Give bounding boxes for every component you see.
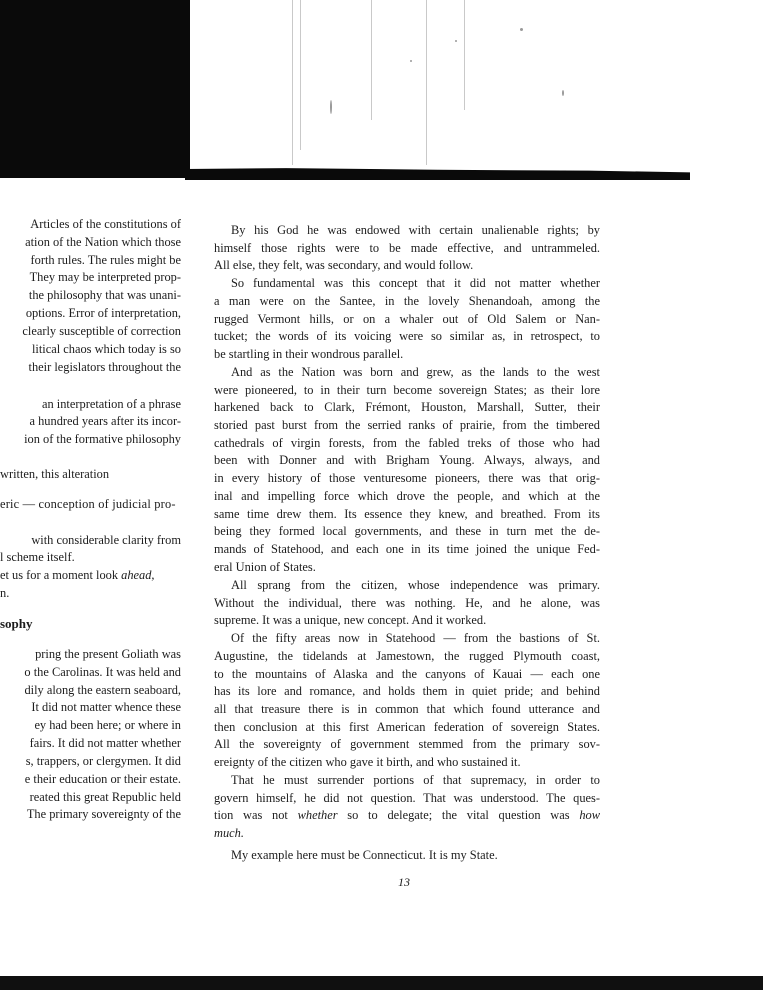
scan-artifact-line [300,0,301,150]
body-line: all that treasure there is in common that which found utterance and [214,702,600,716]
left-line: s, trappers, or clergymen. It did [25,754,181,768]
scan-speck [562,90,564,96]
body-line: were pioneered, to in their turn become sovereign States; as their lore [214,382,600,397]
body-line: Augustine, the tidelands at Jamestown, the rugged Plymouth coast, [214,649,600,663]
scan-bottom-edge [0,976,763,990]
body-line: That he must surrender portions of that supremacy, in order to [231,773,600,787]
left-line: ion of the formative philosophy [24,432,181,446]
scan-top-area [0,0,763,190]
left-line: The primary sovereignty of the [26,807,181,821]
scan-speck [455,40,457,42]
body-line: So fundamental was this concept that it did not matter whether [231,276,600,290]
left-line: fairs. It did not matter whether [29,736,181,750]
body-line: All else, they felt, was secondary, and would follow. [214,258,474,272]
section-heading-fragment: sophy [0,616,33,631]
left-line: Articles of the constitutions of [30,217,181,231]
scan-artifact-line [426,0,427,165]
left-line: with considerable clarity from [31,533,181,547]
emphasis-whether: whether [297,808,338,822]
left-line: written, this alteration [0,467,110,481]
scan-artifact-line [464,0,465,110]
body-line: himself those rights were to be made effective, and untrammeled. [214,240,600,255]
emphasis-ahead: ahead, [121,568,155,582]
body-line: supreme. It was a unique, new concept. And it worked. [214,613,487,627]
body-line-with-emphasis [214,807,600,824]
body-line: being they formed local governments, and these in turn met the de- [214,524,600,538]
body-line: harkened back to Clark, Frémont, Houston, Marshall, Sutter, their [214,400,600,414]
page-number: 13 [398,875,410,889]
body-line: By his God he was endowed with certain unalienable rights; by [231,223,600,237]
left-line: pring the present Goliath was [35,647,181,661]
body-line: Of the fifty areas now in Statehood — from the bastions of St. [231,631,600,645]
body-line: All the sovereignty of government stemmed from the primary sov- [214,737,600,751]
left-line: o the Carolinas. It was held and [24,665,181,679]
body-line: same time drew them. Its essence they knew, and breathed. From its [214,506,600,521]
scan-dark-edge [185,163,690,180]
body-line: a man were on the Santee, in the lovely Shenandoah, among the [214,294,600,308]
left-line: ation of the Nation which those [25,235,181,249]
body-line: be startling in their wondrous parallel. [214,347,404,361]
left-line: an interpretation of a phrase [42,397,181,411]
left-line: options. Error of interpretation, [25,306,181,320]
body-line: Without the individual, there was nothing. He, and he alone, was [214,595,600,610]
left-line: l scheme itself. [0,550,75,564]
body-line: in every history of those venturesome pioneers, there was that orig- [214,471,600,485]
body-line: to the mountains of Alaska and the canyons of Kauai — each one [214,666,600,681]
body-line: tucket; the words of its voicing were so similar as, in retrospect, to [214,329,600,343]
scan-speck [520,28,523,31]
body-line: been with Donner and with Brigham Young. Always, always, and [214,453,600,467]
scan-speck [410,60,412,62]
left-line: ey had been here; or where in [34,718,181,732]
body-line-emphasis [214,825,600,842]
left-line: their legislators throughout the [28,360,181,374]
body-line: mands of Statehood, and each one in its time joined the unique Fed- [214,542,600,556]
left-line: a hundred years after its incor- [29,414,181,428]
left-line: eric — conception of judicial pro- [0,497,176,511]
left-line: et us for a moment look [0,568,119,582]
scan-dark-margin [0,0,190,178]
emphasis-much: much. [214,826,244,840]
body-line: All sprang from the citizen, whose independence was primary. [231,578,600,592]
left-line: reated this great Republic held [29,790,181,804]
left-line-with-emphasis [0,567,155,584]
body-line: And as the Nation was born and grew, as the lands to the west [231,365,600,379]
left-line: e their education or their estate. [24,772,181,786]
body-segment: tion was not [214,808,288,822]
left-line: the philosophy that was unani- [28,288,181,302]
body-line: rugged Vermont hills, or on a whaler out of Old Salem or Nan- [214,311,600,326]
left-line: It did not matter whence these [31,700,181,714]
body-line: govern himself, he did not question. That was understood. The ques- [214,790,600,805]
body-line: My example here must be Connecticut. It is my State. [231,848,498,862]
left-line: forth rules. The rules might be [30,253,181,267]
emphasis-how: how [579,808,600,822]
body-line: ereignty of the citizen who gave it birth, and who sustained it. [214,755,521,769]
left-line: dily along the eastern seaboard, [24,683,181,697]
body-line: cathedrals of virgin forests, from the fabled treks of those who had [214,435,600,450]
body-line: has its lore and romance, and holds them in quiet pride; and behind [214,684,600,698]
left-line: They may be interpreted prop- [29,270,181,284]
body-segment: so to delegate; the vital question was [347,808,570,822]
scan-artifact-line [292,0,293,165]
left-line: litical chaos which today is so [31,342,181,356]
body-line: then conclusion at this first American federation of sovereign States. [214,719,600,734]
scan-speck [330,100,332,114]
body-line: storied past burst from the serried ranks of prairie, from the timbered [214,418,600,432]
body-line: eral Union of States. [214,559,316,574]
left-line: clearly susceptible of correction [22,324,181,338]
scan-artifact-line [371,0,372,120]
left-line: n. [0,586,10,600]
body-line: inal and impelling force which drove the people, and which at the [214,489,600,503]
